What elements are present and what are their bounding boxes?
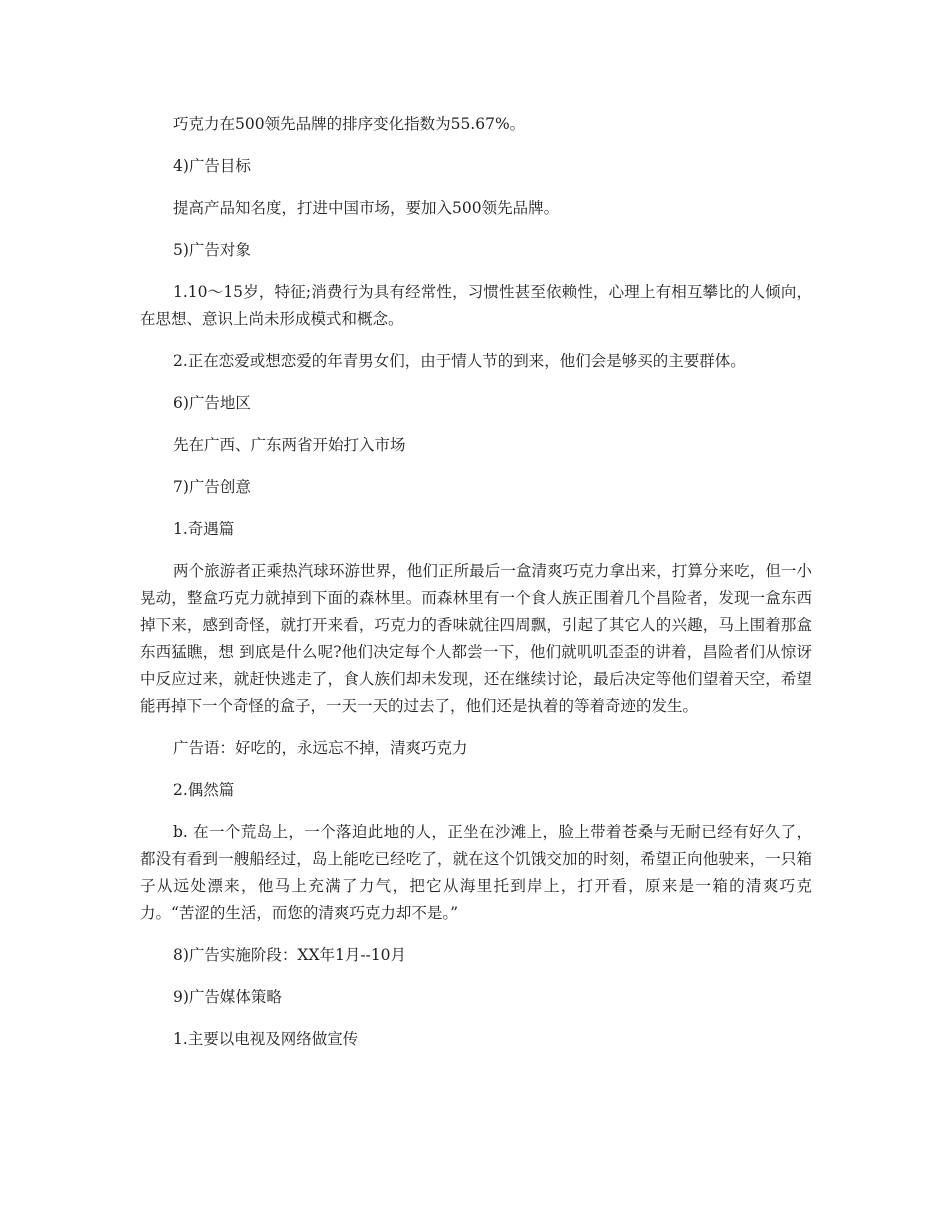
paragraph: 两个旅游者正乘热汽球环游世界，他们正所最后一盒清爽巧克力拿出来，打算分来吃，但一小晃动，整盒巧克力就掉到下面的森林里。而森林里有一个食人族正围着几个昌险者，发现一盒东西掉下来，感到奇怪，就打开来看，巧克力的香味就往四周飘，引起了其它人的兴趣，马上围着那盒东西猛瞧，想 到底是什么呢?他们决定每个人都尝一下，他们就叽叽歪歪的讲着，昌险者们从惊讶中反应过来，就赶快逃走了，食人族们却未发现，还在继续讨论，最后决定等他们望着天空，希望能再掉下一个奇怪的盒子，一天一天的过去了，他们还是执着的等着奇迹的发生。 [140,562,812,715]
paragraph: 广告语：好吃的，永远忘不掉，清爽巧克力 [173,739,468,757]
paragraph: b. 在一个荒岛上，一个落迫此地的人，正坐在沙滩上，脸上带着苍桑与无耐已经有好久了，都没有看到一艘船经过，岛上能吃已经吃了，就在这个饥饿交加的时刻，希望正向他驶来，一只箱子从远处漂来，他马上充满了力气，把它从海里托到岸上，打开看，原来是一箱的清爽巧克力。“苦涩的生活，而您的清爽巧克力却不是。” [140,823,812,922]
paragraph: 2.正在恋爱或想恋爱的年青男女们，由于情人节的到来，他们会是够买的主要群体。 [173,352,746,370]
sub-heading: 2.偶然篇 [173,781,235,799]
section-heading: 5)广告对象 [173,241,251,259]
section-heading: 6)广告地区 [173,394,251,412]
document-body [140,111,812,1068]
section-heading: 8)广告实施阶段：XX年1月--10月 [173,946,407,964]
paragraph: 1.主要以电视及网络做宣传 [173,1030,359,1048]
paragraph: 巧克力在500领先品牌的排序变化指数为55.67%。 [173,115,526,133]
section-heading: 7)广告创意 [173,478,251,496]
paragraph: 先在广西、广东两省开始打入市场 [173,436,406,454]
section-heading: 4)广告目标 [173,157,251,175]
sub-heading: 1.奇遇篇 [173,520,235,538]
paragraph: 1.10～15岁，特征;消费行为具有经常性，习惯性甚至依赖性，心理上有相互攀比的人倾向，在思想、意识上尚未形成模式和概念。 [140,283,812,328]
section-heading: 9)广告媒体策略 [173,988,282,1006]
paragraph: 提高产品知名度，打进中国市场，要加入500领先品牌。 [173,199,560,217]
